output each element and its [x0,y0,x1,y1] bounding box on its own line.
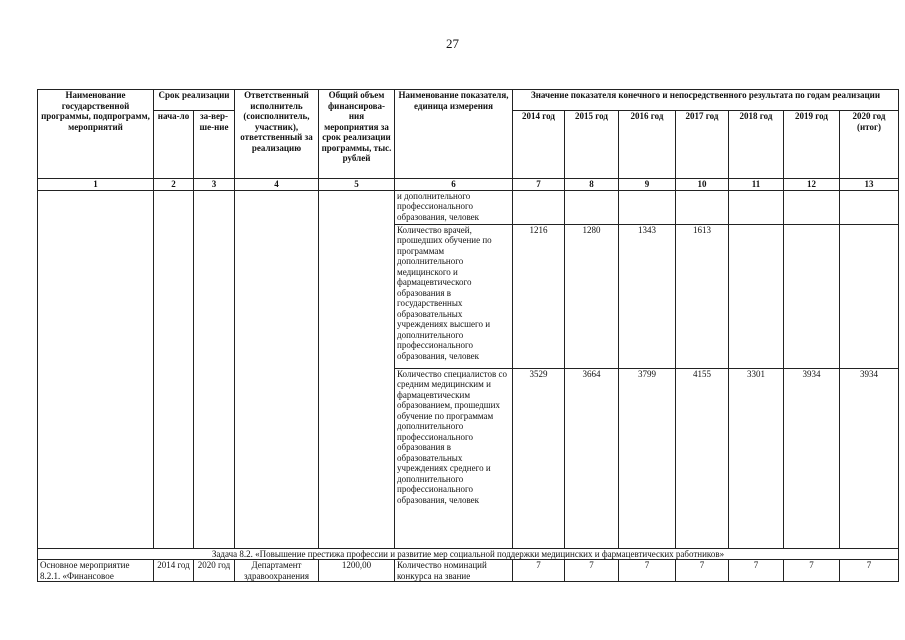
value-cell [676,190,729,224]
column-number: 3 [194,179,235,191]
cell-executor [235,190,319,548]
value-cell: 7 [784,560,840,582]
value-cell: 1613 [676,224,729,368]
value-cell [840,190,899,224]
value-cell: 3799 [619,368,676,548]
header-year-2017: 2017 год [676,111,729,179]
header-values-group: Значение показателя конечного и непосредственного результата по годам реализации [513,90,899,111]
header-executor: Ответственный исполнитель (соисполнитель, участник), ответственный за реализацию [235,90,319,179]
header-year-2020: 2020 год (итог) [840,111,899,179]
value-cell: 1343 [619,224,676,368]
header-end: за-вер-ше-ние [194,111,235,179]
measure-end: 2020 год [194,560,235,582]
column-number: 9 [619,179,676,191]
indicator-cell: Количество номинаций конкурса на звание [395,560,513,582]
cell-start [154,190,194,548]
value-cell: 7 [619,560,676,582]
column-number: 2 [154,179,194,191]
measure-executor: Департамент здравоохранения [235,560,319,582]
header-row-1 [38,90,899,111]
column-number: 4 [235,179,319,191]
column-number: 7 [513,179,565,191]
column-number: 11 [729,179,784,191]
measure-amount: 1200,00 [319,560,395,582]
task-heading: Задача 8.2. «Повышение престижа профессии и развитие мер социальной поддержки медицинских и фармацевтических работников» [38,548,899,560]
indicator-cell: Количество специалистов со средним медицинским и фармацевтическим образованием, прошедших обучение по программам дополнительного профессионального образования в образовательных учреждениях среднего и дополнительного профессионального образования, человек [395,368,513,548]
header-year-2015: 2015 год [565,111,619,179]
value-cell [619,190,676,224]
header-year-2019: 2019 год [784,111,840,179]
header-period: Срок реализации [154,90,235,111]
indicator-cell: и дополнительного профессионального образования, человек [395,190,513,224]
header-start: нача-ло [154,111,194,179]
header-year-2016: 2016 год [619,111,676,179]
column-number: 10 [676,179,729,191]
value-cell [729,224,784,368]
header-indicator: Наименование показателя, единица измерения [395,90,513,179]
column-number: 12 [784,179,840,191]
value-cell: 3664 [565,368,619,548]
column-number-row [38,179,899,191]
header-year-2014: 2014 год [513,111,565,179]
cell-end [194,190,235,548]
value-cell: 3301 [729,368,784,548]
value-cell: 3529 [513,368,565,548]
value-cell: 7 [840,560,899,582]
value-cell [513,190,565,224]
value-cell: 4155 [676,368,729,548]
value-cell: 1216 [513,224,565,368]
cell-program-name [38,190,154,548]
value-cell: 3934 [840,368,899,548]
header-year-2018: 2018 год [729,111,784,179]
value-cell: 3934 [784,368,840,548]
page-number: 27 [446,36,459,51]
value-cell: 1280 [565,224,619,368]
measure-start: 2014 год [154,560,194,582]
program-table [37,89,899,582]
value-cell [729,190,784,224]
column-number: 13 [840,179,899,191]
value-cell [840,224,899,368]
column-number: 1 [38,179,154,191]
value-cell: 7 [513,560,565,582]
value-cell: 7 [729,560,784,582]
table-row [38,190,899,224]
task-row [38,548,899,560]
value-cell [784,224,840,368]
table-row [38,560,899,582]
value-cell: 7 [565,560,619,582]
value-cell [565,190,619,224]
value-cell: 7 [676,560,729,582]
column-number: 5 [319,179,395,191]
measure-name: Основное мероприятие 8.2.1. «Финансовое [38,560,154,582]
value-cell [784,190,840,224]
cell-financing [319,190,395,548]
header-financing: Общий объем финансирова-ния мероприятия за срок реализации программы, тыс. рублей [319,90,395,179]
column-number: 6 [395,179,513,191]
indicator-cell: Количество врачей, прошедших обучение по программам дополнительного медицинского и фармацевтического образования в государственных образовательных учреждениях высшего и дополнительного профессионального образования, человек [395,224,513,368]
header-program-name: Наименование государственной программы, подпрограмм, мероприятий [38,90,154,179]
column-number: 8 [565,179,619,191]
